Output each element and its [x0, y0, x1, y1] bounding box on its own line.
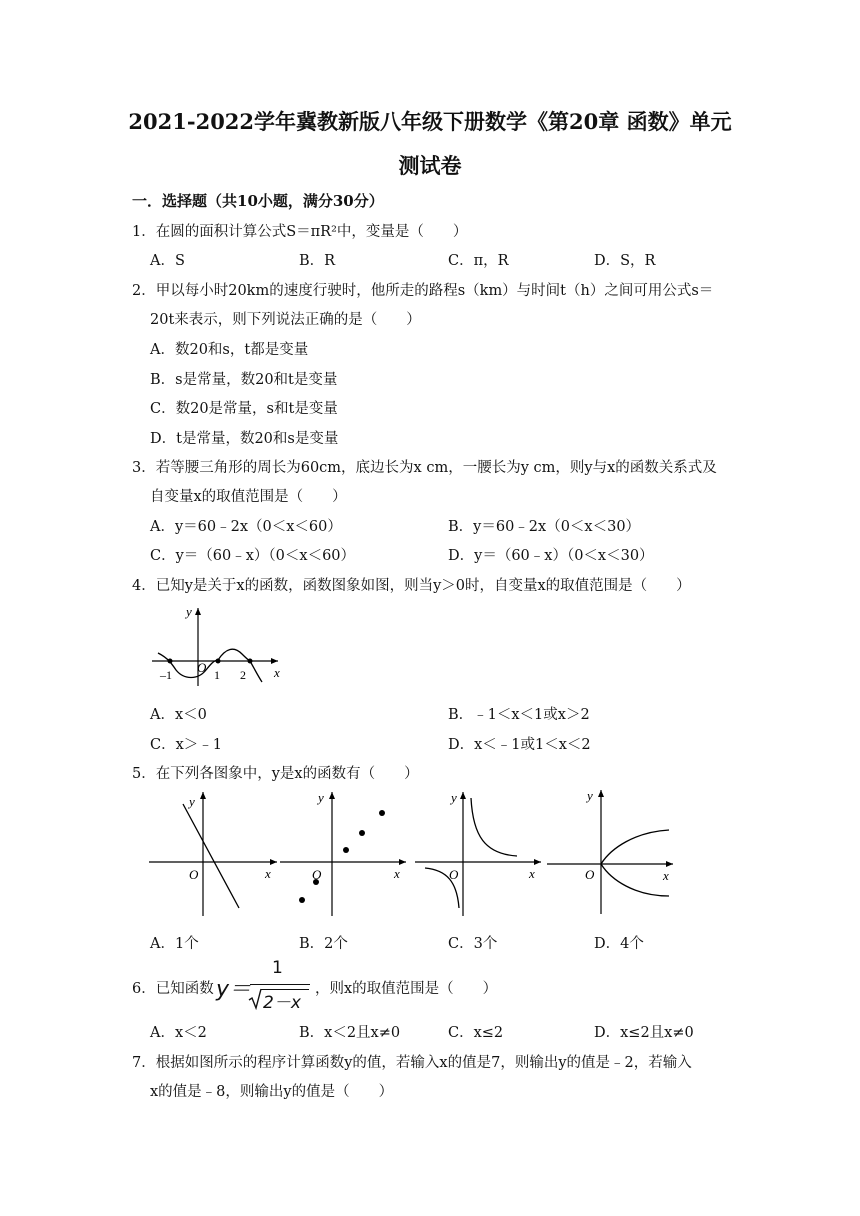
q6-fraction-bar [250, 984, 310, 985]
q5-g2-x-label: x [394, 866, 400, 881]
q4-tick-minus1: –1 [160, 668, 172, 682]
q5-graph-points [278, 786, 410, 918]
q3-stem-1: 3．若等腰三角形的周长为60cm，底边长为x cm，一腰长为y cm，则y与x的函数关系式及 [132, 460, 717, 476]
q3-option-a: A．y＝60﹣2x（0＜x＜60） [150, 519, 342, 535]
q5-option-d: D．4个 [594, 936, 644, 952]
q7-stem-1: 7．根据如图所示的程序计算函数y的值，若输入x的值是7，则输出y的值是﹣2，若输入 [132, 1055, 692, 1071]
q6-stem-before: 6．已知函数 [132, 981, 214, 997]
q1-option-c: C．π，R [448, 253, 509, 269]
title-line-2: 测试卷 [398, 153, 462, 178]
q5-g2-y-label: y [318, 790, 324, 805]
q2-option-c: C．数20是常量，s和t是变量 [150, 401, 338, 417]
q6-formula-lhs: y＝ [216, 977, 252, 1002]
q1-option-d: D．S，R [594, 253, 656, 269]
q1-option-b: B．R [299, 253, 336, 269]
q6-option-a: A．x＜2 [150, 1025, 207, 1041]
title-line-1: 2021-2022学年冀教新版八年级下册数学《第20章 函数》单元 [128, 109, 732, 134]
q4-origin-label: O [197, 660, 207, 675]
q3-stem-2: 自变量x的取值范围是（ ） [150, 489, 347, 505]
q3-option-b: B．y＝60﹣2x（0＜x＜30） [448, 519, 641, 535]
q5-g3-y-label: y [451, 790, 457, 805]
q6-formula-denominator: 2－x [263, 993, 301, 1013]
q6-option-b: B．x＜2且x≠0 [299, 1025, 401, 1041]
q5-g4-y-label: y [587, 788, 593, 803]
q6-option-c: C．x≤2 [448, 1025, 504, 1041]
q4-option-a: A．x＜0 [150, 707, 207, 723]
section-heading: 一．选择题（共10小题，满分30分） [132, 192, 384, 210]
q2-stem-1: 2．甲以每小时20km的速度行驶时，他所走的路程s（km）与时间t（h）之间可用公式s＝ [132, 283, 714, 299]
q2-option-a: A．数20和s，t都是变量 [150, 342, 309, 358]
q5-g2-origin: O [312, 867, 322, 882]
q5-g1-origin: O [189, 867, 199, 882]
q5-g4-x-label: x [663, 868, 669, 883]
q6-option-d: D．x≤2且x≠0 [594, 1025, 694, 1041]
q5-option-c: C．3个 [448, 936, 498, 952]
q6-formula [216, 960, 314, 1012]
q6-sqrt-icon [248, 988, 262, 1010]
q1-stem: 1．在圆的面积计算公式S＝πR²中，变量是（ ） [132, 224, 468, 240]
q5-stem: 5．在下列各图象中，y是x的函数有（ ） [132, 766, 419, 782]
q5-g3-x-label: x [529, 866, 535, 881]
q4-option-d: D．x＜﹣1或1＜x＜2 [448, 737, 591, 753]
q4-y-label: y [186, 604, 192, 619]
q6-formula-numerator: 1 [272, 958, 283, 978]
q2-option-b: B．s是常量，数20和t是变量 [150, 372, 338, 388]
q5-option-a: A．1个 [150, 936, 199, 952]
q5-g1-y-label: y [189, 794, 195, 809]
q3-option-c: C．y＝（60﹣x）（0＜x＜60） [150, 548, 356, 564]
q5-g4-origin: O [585, 867, 595, 882]
q2-option-d: D．t是常量，数20和s是变量 [150, 431, 339, 447]
q5-g1-x-label: x [265, 866, 271, 881]
q4-option-c: C．x＞﹣1 [150, 737, 222, 753]
q3-option-d: D．y＝（60﹣x）（0＜x＜30） [448, 548, 654, 564]
q5-g3-origin: O [449, 867, 459, 882]
q5-graph-hyperbola [413, 786, 545, 918]
q5-graph-line [147, 786, 279, 918]
q4-stem: 4．已知y是关于x的函数，函数图象如图，则当y＞0时，自变量x的取值范围是（ ） [132, 578, 691, 594]
q7-stem-2: x的值是﹣8，则输出y的值是（ ） [150, 1084, 394, 1100]
q4-function-graph [148, 598, 288, 688]
q5-option-b: B．2个 [299, 936, 348, 952]
q4-tick-1: 1 [214, 668, 220, 682]
q2-stem-2: 20t来表示，则下列说法正确的是（ ） [150, 312, 421, 328]
q5-graph-parabola [545, 784, 677, 918]
q4-tick-2: 2 [240, 668, 246, 682]
q6-stem-after: ，则x的取值范围是（ ） [315, 981, 498, 997]
q4-option-b: B．﹣1＜x＜1或x＞2 [448, 707, 590, 723]
q1-option-a: A．S [150, 253, 185, 269]
q4-x-label: x [274, 665, 280, 680]
